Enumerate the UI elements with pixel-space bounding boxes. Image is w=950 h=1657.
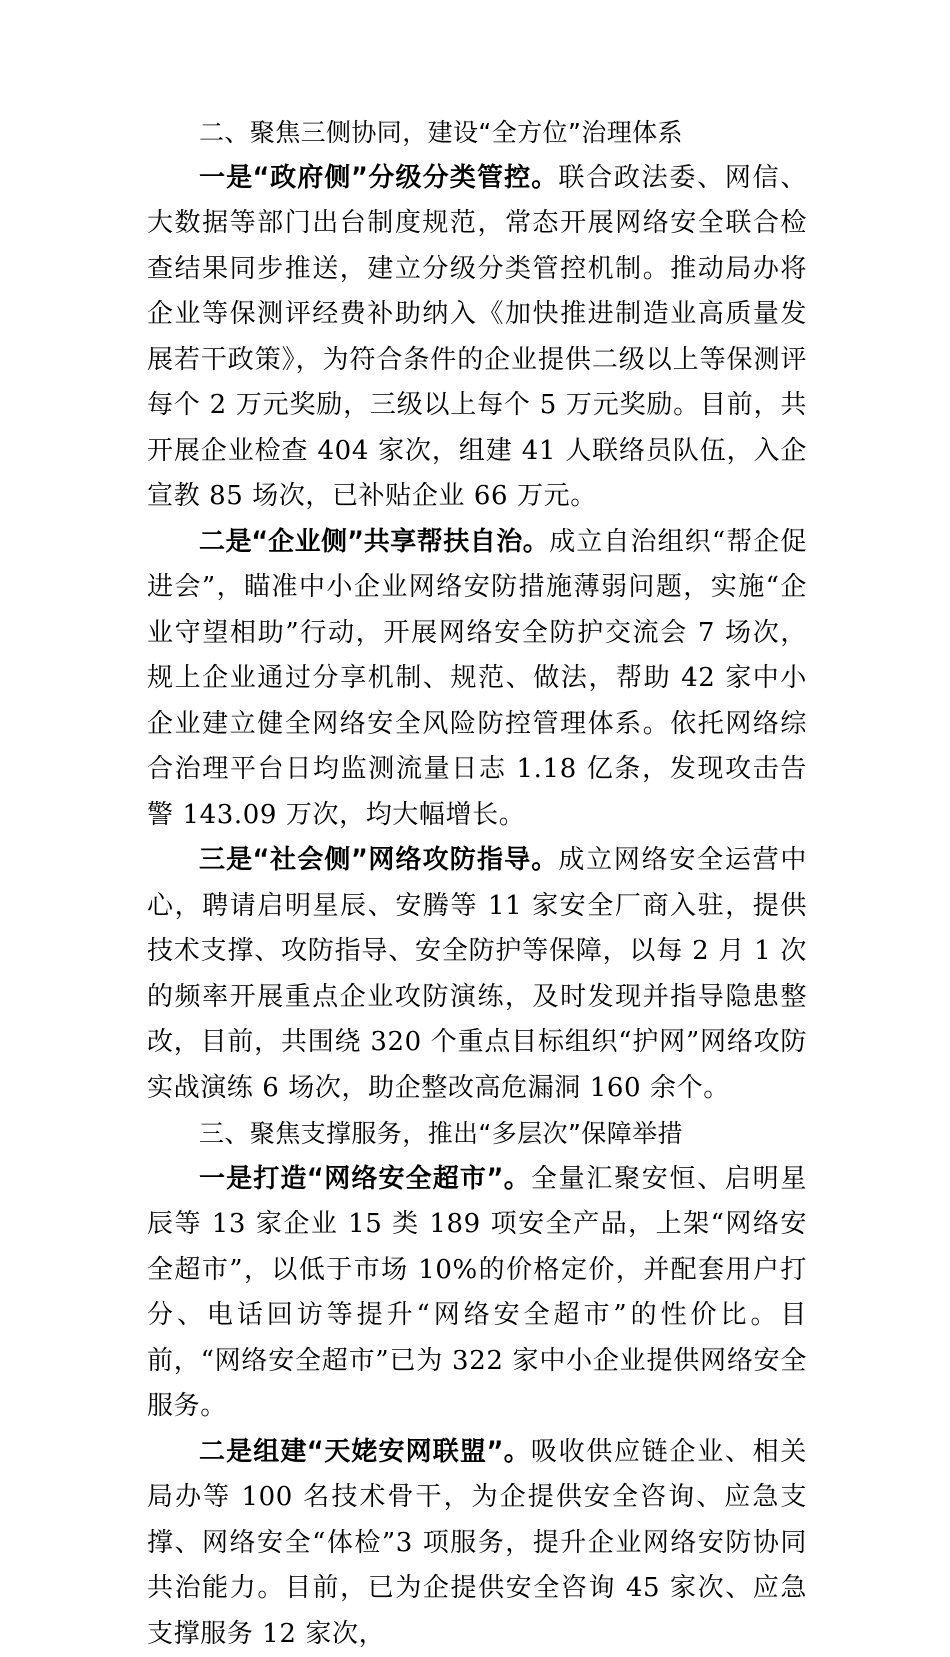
paragraph-lead: 一是打造“网络安全超市”。	[199, 1164, 531, 1194]
paragraph-lead: 一是“政府侧”分级分类管控。	[199, 163, 558, 193]
paragraph-government-side	[147, 156, 807, 520]
paragraph-enterprise-side	[147, 520, 807, 839]
paragraph-lead: 二是“企业侧”共享帮扶自治。	[199, 527, 549, 557]
paragraph-lead: 三是“社会侧”网络攻防指导。	[199, 845, 558, 875]
paragraph-society-side	[147, 838, 807, 1111]
paragraph-body: 吸收供应链企业、相关局办等 100 名技术骨干，为企提供安全咨询、应急支撑、网络安全“体检”3 项服务，提升企业网络安防协同共治能力。目前，已为企提供安全咨询 45 家次、应急支撑服务 12 家次，	[147, 1437, 807, 1649]
document-page	[147, 110, 807, 1657]
section-heading-3: 三、聚焦支撑服务，推出“多层次”保障举措	[147, 1111, 807, 1157]
section-heading-2: 二、聚焦三侧协同，建设“全方位”治理体系	[147, 110, 807, 156]
paragraph-body: 全量汇聚安恒、启明星辰等 13 家企业 15 类 189 项安全产品，上架“网络安全超市”，以低于市场 10%的价格定价，并配套用户打分、电话回访等提升“网络安全超市”的性价比。目前，“网络安全超市”已为 322 家中小企业提供网络安全服务。	[147, 1164, 807, 1422]
paragraph-body: 联合政法委、网信、大数据等部门出台制度规范，常态开展网络安全联合检查结果同步推送，建立分级分类管控机制。推动局办将企业等保测评经费补助纳入《加快推进制造业高质量发展若干政策》，为符合条件的企业提供二级以上等保测评每个 2 万元奖励，三级以上每个 5 万元奖励。目前，共开展企业检查 404 家次，组建 41 人联络员队伍，入企宣教 85 场次，已补贴企业 66 万元。	[147, 163, 807, 512]
paragraph-lead: 二是组建“天姥安网联盟”。	[199, 1437, 531, 1467]
paragraph-security-market	[147, 1157, 807, 1430]
paragraph-alliance	[147, 1430, 807, 1657]
paragraph-body: 成立网络安全运营中心，聘请启明星辰、安腾等 11 家安全厂商入驻，提供技术支撑、攻防指导、安全防护等保障，以每 2 月 1 次的频率开展重点企业攻防演练，及时发现并指导隐患整改，目前，共围绕 320 个重点目标组织“护网”网络攻防实战演练 6 场次，助企整改高危漏洞 160 余个。	[147, 845, 807, 1103]
paragraph-body: 成立自治组织“帮企促进会”，瞄准中小企业网络安防措施薄弱问题，实施“企业守望相助”行动，开展网络安全防护交流会 7 场次，规上企业通过分享机制、规范、做法，帮助 42 家中小企业建立健全网络安全风险防控管理体系。依托网络综合治理平台日均监测流量日志 1.18 亿条，发现攻击告警 143.09 万次，均大幅增长。	[147, 527, 807, 830]
